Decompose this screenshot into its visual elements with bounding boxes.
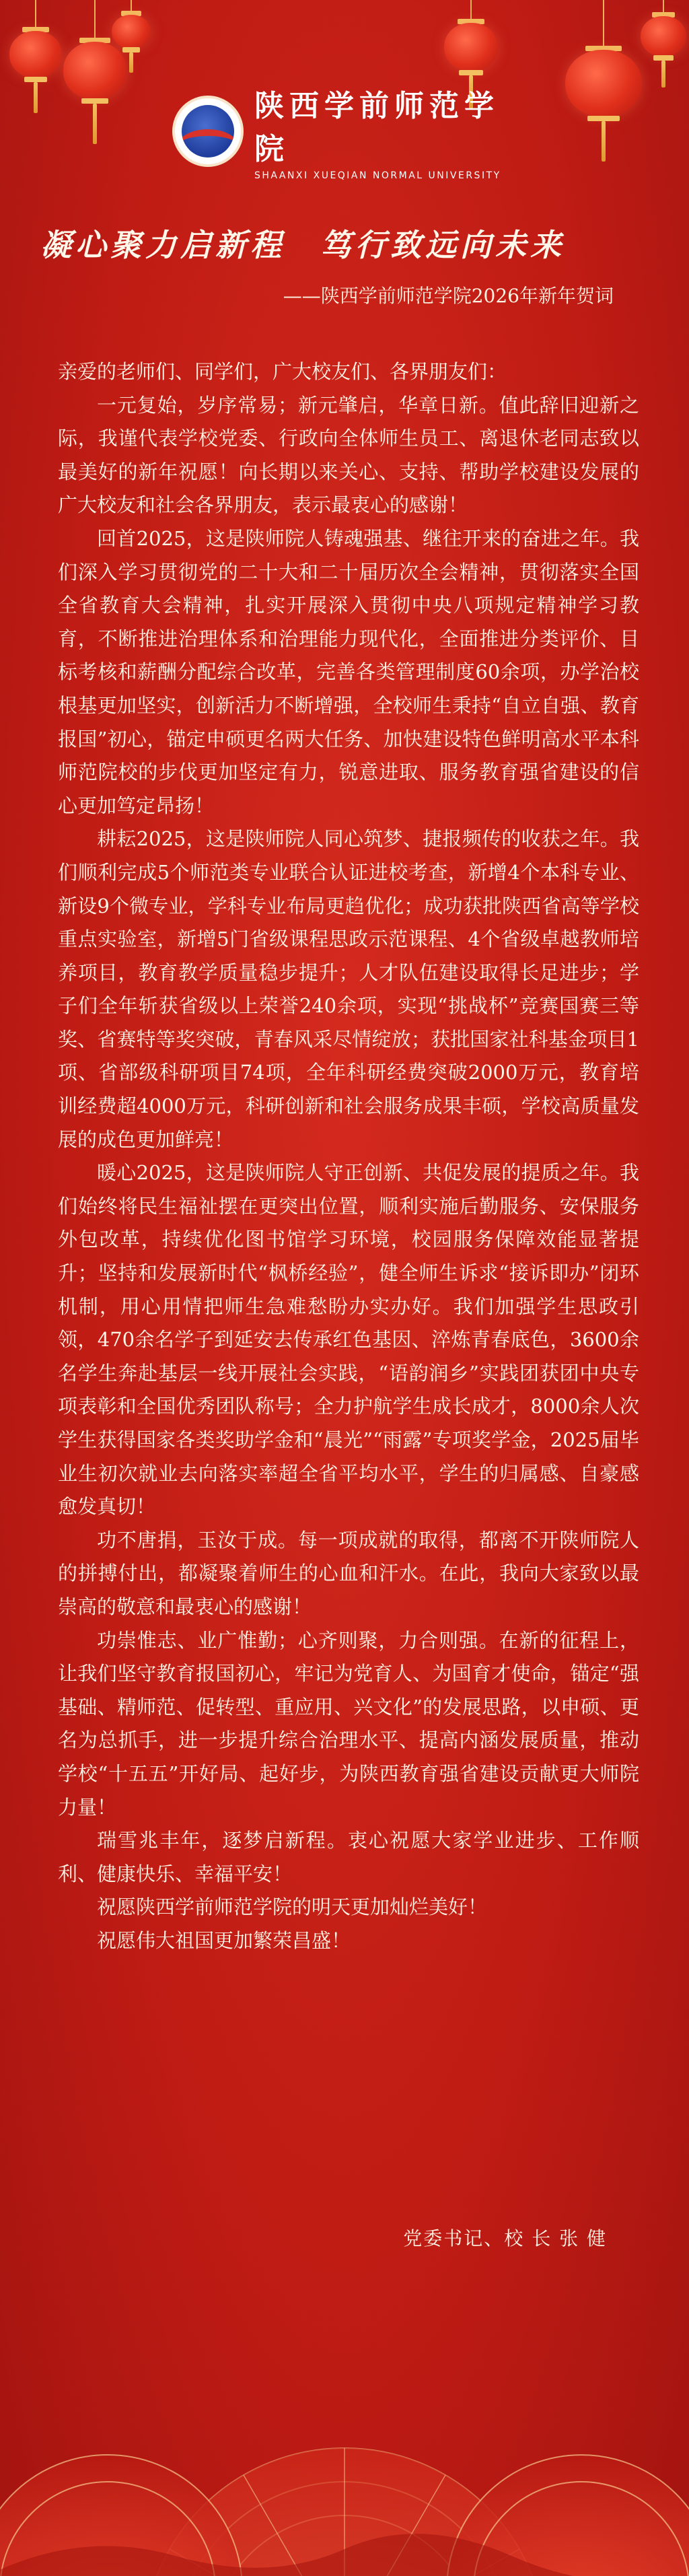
university-name-cn: 陕西学前师范学院 [254, 89, 499, 166]
letter-greeting: 亲爱的老师们、同学们，广大校友们、各界朋友们： [58, 360, 507, 383]
university-emblem-icon [172, 96, 244, 167]
page-title: 凝心聚力启新程 笃行致远向未来 [40, 227, 565, 263]
fan-pattern-icon [0, 2334, 689, 2576]
letter-paragraph: 暖心2025，这是陕师院人守正创新、共促发展的提质之年。我们始终将民生福祉摆在更突出位置，顺利实施后勤服务、安保服务外包改革，持续优化图书馆学习环境，校园服务保障效能显著提升；坚持和发展新时代“枫桥经验”，健全师生诉求“接诉即办”闭环机制，用心用情把师生急难愁盼办实办好。我们加强学生思政引领，470余名学子到延安去传承红色基因、淬炼青春底色，3600余名学生奔赴基层一线开展社会实践，“语韵润乡”实践团获团中央专项表彰和全国优秀团队称号；全力护航学生成长成才，8000余人次学生获得国家各类奖助学金和“晨光”“雨露”专项奖学金，2025届毕业生初次就业去向落实率超全省平均水平，学生的归属感、自豪感愈发真切！ [58, 1161, 639, 1519]
letter-paragraph: 祝愿伟大祖国更加繁荣昌盛！ [97, 1928, 351, 1952]
letter-body [58, 355, 639, 1958]
lantern-icon [108, 0, 155, 74]
university-logo [172, 89, 522, 181]
lantern-icon [5, 0, 66, 135]
letter-paragraph: 一元复始，岁序常易；新元肇启，华章日新。值此辞旧迎新之际，我谨代表学校党委、行政向全体师生员工、离退休老同志致以最美好的新年祝愿！向长期以来关心、支持、帮助学校建设发展的广大校友和社会各界朋友，表示最衷心的感谢！ [58, 393, 639, 517]
letter-paragraph: 瑞雪兆丰年，逐梦启新程。衷心祝愿大家学业进步、工作顺利、健康快乐、幸福平安！ [58, 1829, 639, 1885]
page-subtitle: ——陕西学前师范学院2026年新年贺词 [283, 285, 614, 307]
letter-paragraph: 祝愿陕西学前师范学院的明天更加灿烂美好！ [97, 1895, 488, 1919]
letter-paragraph: 耕耘2025，这是陕师院人同心筑梦、捷报频传的收获之年。我们顺利完成5个师范类专业联合认证进校考查，新增4个本科专业、新设9个微专业，学科专业布局更趋优化；成功获批陕西省高等学校重点实验室，新增5门省级课程思政示范课程、4个省级卓越教师培养项目，教育教学质量稳步提升；人才队伍建设取得长足进步；学子们全年斩获省级以上荣誉240余项，实现“挑战杯”竞赛国赛三等奖、省赛特等奖突破，青春风采尽情绽放；获批国家社科基金项目1项、省部级科研项目74项，全年科研经费突破2000万元，教育培训经费超4000万元，科研创新和社会服务成果丰硕，学校高质量发展的成色更加鲜亮！ [58, 827, 639, 1151]
lantern-icon [560, 0, 647, 182]
letter-signature: 党委书记、校 长 张 健 [403, 2227, 607, 2250]
letter-paragraph: 功不唐捐，玉汝于成。每一项成就的取得，都离不开陕师院人的拼搏付出，都凝聚着师生的心血和汗水。在此，我向大家致以最崇高的敬意和最衷心的感谢！ [58, 1528, 639, 1618]
university-name-en: SHAANXI XUEQIAN NORMAL UNIVERSITY [254, 170, 501, 181]
letter-paragraph: 回首2025，这是陕师院人铸魂强基、继往开来的奋进之年。我们深入学习贯彻党的二十大和二十届历次全会精神，贯彻落实全国全省教育大会精神，扎实开展深入贯彻中央八项规定精神学习教育，不断推进治理体系和治理能力现代化，全面推进分类评价、目标考核和薪酬分配综合改革，完善各类管理制度60余项，办学治校根基更加坚实，创新活力不断增强，全校师生秉持“自立自强、教育报国”初心，锚定申硕更名两大任务、加快建设特色鲜明高水平本科师范院校的步伐更加坚定有力，锐意进取、服务教育强省建设的信心更加笃定昂扬！ [58, 526, 639, 817]
letter-paragraph: 功崇惟志、业广惟勤；心齐则聚，力合则强。在新的征程上，让我们坚守教育报国初心，牢记为党育人、为国育才使命，锚定“强基础、精师范、促转型、重应用、兴文化”的发展思路，以申硕、更名为总抓手，进一步提升综合治理水平、提高内涵发展质量，推动学校“十五五”开好局、起好步，为陕西教育强省建设贡献更大师院力量！ [58, 1628, 639, 1819]
footer-decoration [0, 2334, 689, 2576]
lantern-icon [637, 0, 689, 108]
